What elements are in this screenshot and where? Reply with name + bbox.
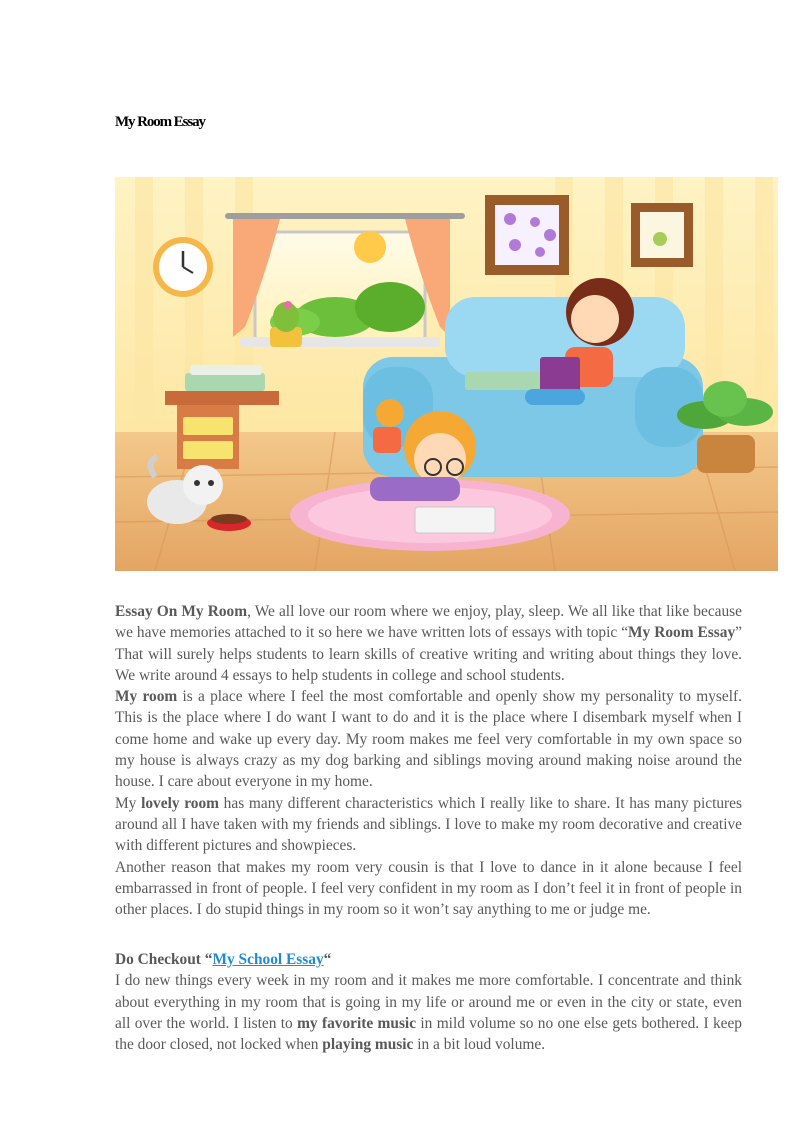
page-title: My Room Essay: [115, 114, 205, 130]
paragraph-new-things: I do new things every week in my room and it makes me more comfortable. I concentrate and think about everything in my room that is going in my life or around me or even in the city or state, even all over the world. I listen to my favorite music in mild volume so no one else gets bothered. I keep the door closed, not locked when playing music in a bit loud volume.: [115, 972, 742, 1054]
kids-room-illustration: [115, 177, 778, 571]
bold-lead: Essay On My Room: [115, 603, 248, 620]
my-school-essay-link[interactable]: My School Essay: [212, 951, 324, 968]
essay-body: [115, 601, 742, 920]
paragraph-my-room: My room is a place where I feel the most comfortable and openly show my personality to myself. This is the place where I do want I want to do and it is the place where I disembark myself when I come home and wake up every day. My room makes me feel very comfortable in my own space so my house is always crazy as my dog barking and siblings moving around making noise around the house. I care about everyone in my home.: [115, 688, 742, 791]
essay-body-continued: [115, 949, 742, 1055]
paragraph-intro: Essay On My Room, We all love our room where we enjoy, play, sleep. We all like that like because we have memories attached to it so here we have written lots of essays with topic “My Room Essay” That will surely helps students to learn skills of creative writing and writing about things they love. We write around 4 essays to help students in college and school students.: [115, 603, 742, 684]
checkout-line: Do Checkout “My School Essay“: [115, 951, 332, 968]
paragraph-dance: Another reason that makes my room very cousin is that I love to dance in it alone because I feel embarrassed in front of people. I feel very confident in my room as I don’t feel it in front of people in other places. I do stupid things in my room so it won’t say anything to me or judge me.: [115, 858, 742, 919]
paragraph-lovely-room: My lovely room has many different characteristics which I really like to share. It has many pictures around all I have taken with my friends and siblings. I love to make my room decorative and creative with different pictures and showpieces.: [115, 794, 742, 855]
